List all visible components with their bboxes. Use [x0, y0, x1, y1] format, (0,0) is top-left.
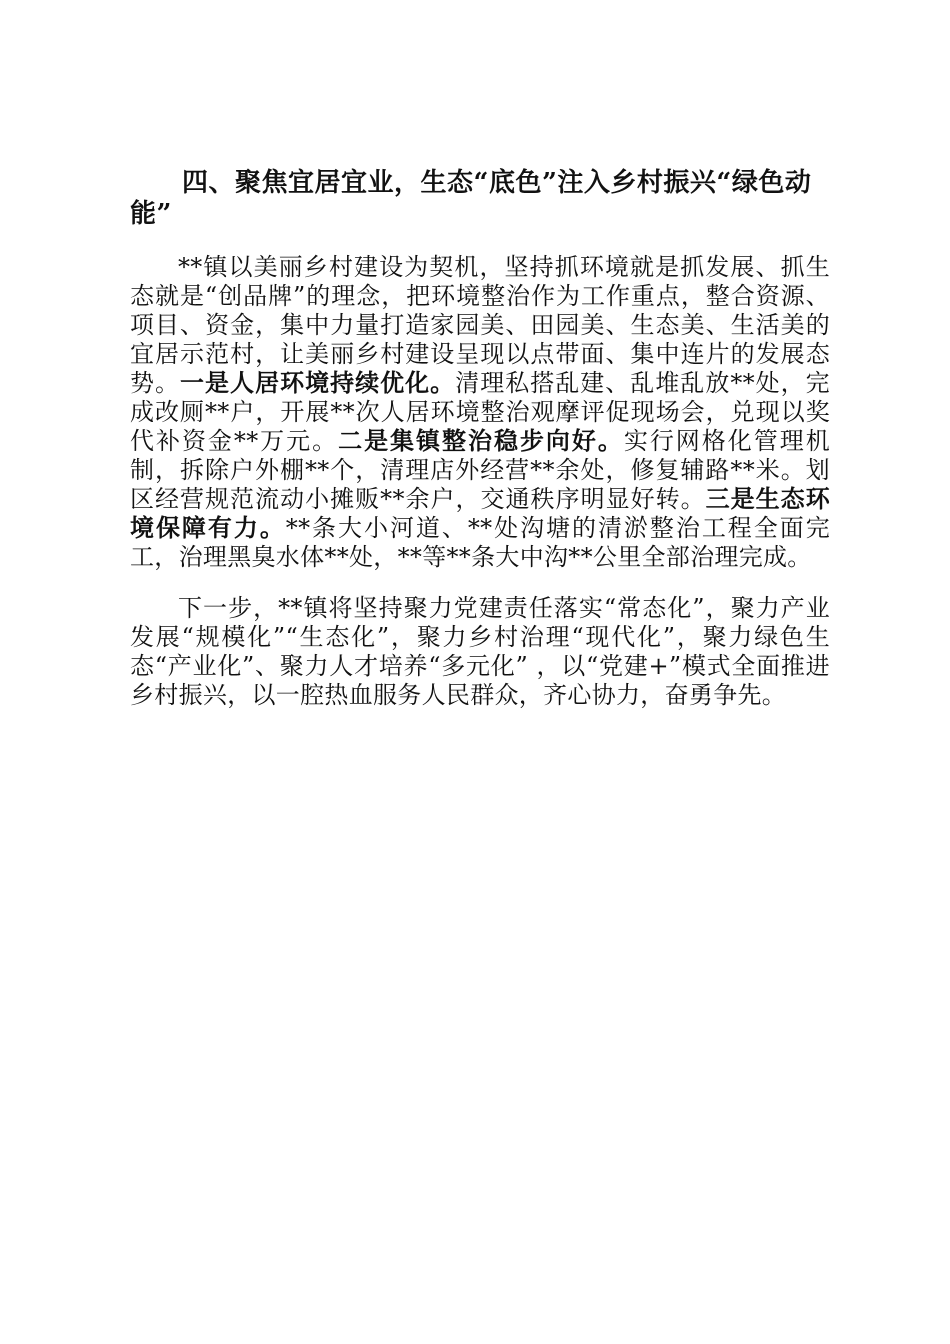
point-2-title: 二是集镇整治稳步向好。 [338, 427, 624, 455]
paragraph-next-steps: 下一步，**镇将坚持聚力党建责任落实“常态化”，聚力产业发展“规模化”“生态化”，聚力乡村治理“现代化”，聚力绿色生态“产业化”、聚力人才培养“多元化” ，以“党建+”模式全面推进乡村振兴，以一腔热血服务人民群众，齐心协力，奋勇争先。 [130, 594, 830, 709]
point-3-title: 三是生态环境保障有力。 [130, 485, 830, 542]
document-body [130, 168, 830, 710]
point-3-text: **条大小河道、**处沟塘的清淤整治工程全面完工，治理黑臭水体**处，**等**条大中沟**公里全部治理完成。 [130, 514, 830, 571]
point-1-title: 一是人居环境持续优化。 [180, 369, 456, 397]
point-2-text: 实行网格化管理机制，拆除户外棚**个，清理店外经营**余处，修复辅路**米。划区经营规范流动小摊贩**余户，交通秩序明显好转。 [130, 427, 830, 513]
paragraph-intro: **镇以美丽乡村建设为契机，坚持抓环境就是抓发展、抓生态就是“创品牌”的理念，把环境整治作为工作重点，整合资源、项目、资金，集中力量打造家园美、田园美、生态美、生活美的宜居示范村，让美丽乡村建设呈现以点带面、集中连片的发展态势。 [130, 253, 830, 397]
paragraph-ecology-work [130, 253, 830, 572]
section-heading: 四、聚焦宜居宜业，生态“底色”注入乡村振兴“绿色动能” [130, 168, 812, 229]
point-1-text: 清理私搭乱建、乱堆乱放**处，完成改厕**户，开展**次人居环境整治观摩评促现场会，兑现以奖代补资金**万元。 [130, 369, 830, 455]
